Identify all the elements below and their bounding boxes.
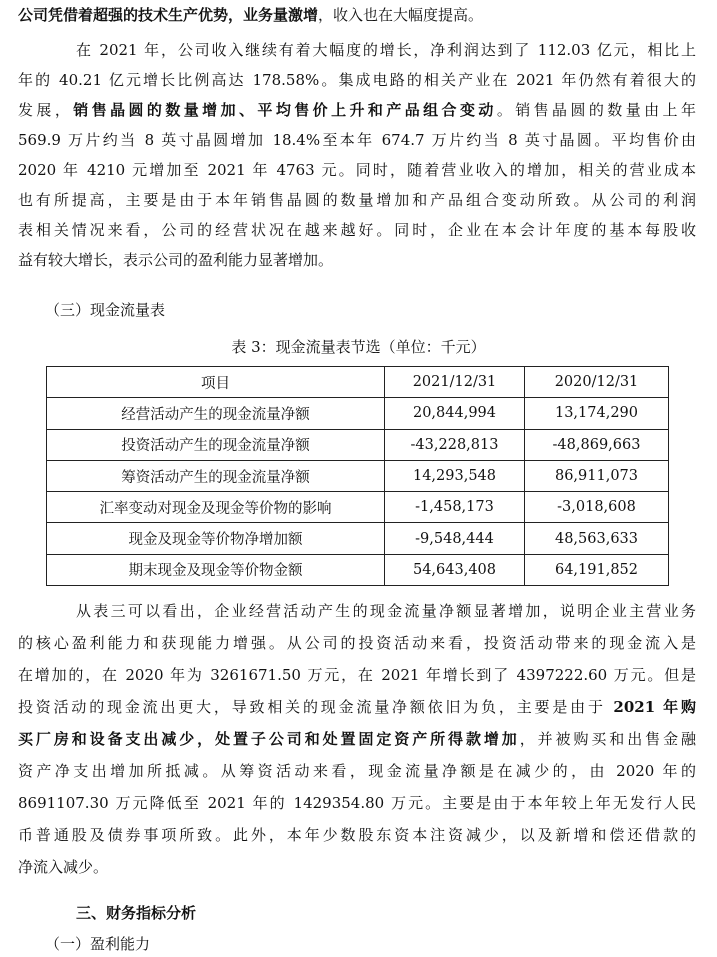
text-line: 569.9 万片约当 8 英寸晶圆增加 18.4%至本年 674.7 万片约当 8 英寸晶圆。平均售价由	[18, 131, 696, 149]
table-row	[47, 429, 669, 460]
table-row	[47, 398, 669, 429]
row-label: 筹资活动产生的现金流量净额	[47, 460, 385, 491]
text-line: 2020 年 4210 元增加至 2021 年 4763 元。同时，随着营业收入的增加，相关的营业成本	[18, 161, 696, 179]
text-line: 币普通股及债券事项所致。此外，本年少数股东资本注资减少，以及新增和偿还借款的	[18, 826, 696, 844]
value-2021: 54,643,408	[385, 554, 525, 585]
value-2020: 64,191,852	[525, 554, 669, 585]
value-2021: -9,548,444	[385, 523, 525, 554]
text-line: 的核心盈利能力和获现能力增强。从公司的投资活动来看，投资活动带来的现金流入是	[18, 634, 696, 652]
subsection-heading: （一）盈利能力	[45, 935, 151, 953]
paragraph-text: 发展，	[18, 101, 74, 119]
table-row	[47, 554, 669, 585]
value-2020: 13,174,290	[525, 398, 669, 429]
text-line: 也有所提高，主要是由于本年销售晶圆的数量增加和产品组合变动所致。从公司的利润	[18, 191, 696, 209]
bold-phrase: 2021 年购	[613, 698, 696, 716]
text-line	[18, 697, 696, 717]
bold-phrase: 公司凭借着超强的技术生产优势，业务量激增	[18, 6, 319, 24]
text-line: 8691107.30 万元降低至 2021 年的 1429354.80 万元。主要是由于本年较上年无发行人民	[18, 794, 696, 812]
text-line: 从表三可以看出，企业经营活动产生的现金流量净额显著增加，说明企业主营业务	[76, 602, 696, 620]
header-cell-2021: 2021/12/31	[385, 367, 525, 398]
row-label: 经营活动产生的现金流量净额	[47, 398, 385, 429]
text-line: 在增加的，在 2020 年为 3261671.50 万元，在 2021 年增长到了 4397222.60 万元。但是	[18, 666, 696, 684]
table-row	[47, 460, 669, 491]
section-heading-text: 三、财务指标分析	[76, 904, 197, 922]
text-line	[18, 729, 696, 749]
table-row	[47, 492, 669, 523]
value-2020: -3,018,608	[525, 492, 669, 523]
row-label: 期末现金及现金等价物金额	[47, 554, 385, 585]
bold-phrase: 买厂房和设备支出减少，处置子公司和处置固定资产所得款增加	[18, 730, 520, 748]
bold-phrase: 销售晶圆的数量增加、平均售价上升和产品组合变动	[73, 101, 497, 119]
text-line	[18, 100, 696, 120]
value-2021: 20,844,994	[385, 398, 525, 429]
table-row	[47, 523, 669, 554]
text-line: 资产净支出增加所抵减。从筹资活动来看，现金流量净额是在减少的，由 2020 年的	[18, 762, 696, 780]
text-line: 表相关情况来看，公司的经营状况在越来越好。同时，企业在本会计年度的基本每股收	[18, 221, 696, 239]
value-2020: -48,869,663	[525, 429, 669, 460]
row-label: 投资活动产生的现金流量净额	[47, 429, 385, 460]
value-2021: -1,458,173	[385, 492, 525, 523]
text-line: 益有较大增长，表示公司的盈利能力显著增加。	[18, 251, 334, 269]
value-2020: 86,911,073	[525, 460, 669, 491]
paragraph-text: 投资活动的现金流出更大，导致相关的现金流量净额依旧为负，主要是由于	[18, 698, 614, 716]
cash-flow-table	[46, 366, 669, 586]
paragraph-text: ，并被购买和出售金融	[519, 730, 696, 748]
paragraph-text: 。销售晶圆的数量由上年	[496, 101, 696, 119]
value-2020: 48,563,633	[525, 523, 669, 554]
text-line: 净流入减少。	[18, 858, 109, 876]
text-line: 在 2021 年，公司收入继续有着大幅度的增长，净利润达到了 112.03 亿元，相比上	[76, 41, 696, 59]
row-label: 现金及现金等价物净增加额	[47, 523, 385, 554]
table-caption: 表 3：现金流量表节选（单位：千元）	[231, 338, 486, 356]
header-cell-item: 项目	[47, 367, 385, 398]
value-2021: 14,293,548	[385, 460, 525, 491]
row-label: 汇率变动对现金及现金等价物的影响	[47, 492, 385, 523]
value-2021: -43,228,813	[385, 429, 525, 460]
header-cell-2020: 2020/12/31	[525, 367, 669, 398]
text-line: 年的 40.21 亿元增长比例高达 178.58%。集成电路的相关产业在 2021 年仍然有着很大的	[18, 71, 696, 89]
paragraph-1-line	[18, 5, 483, 25]
table-header-row	[47, 367, 669, 398]
section-heading	[76, 903, 196, 923]
section-3-heading: （三）现金流量表	[45, 301, 166, 319]
paragraph-text: ，收入也在大幅度提高。	[318, 6, 484, 24]
